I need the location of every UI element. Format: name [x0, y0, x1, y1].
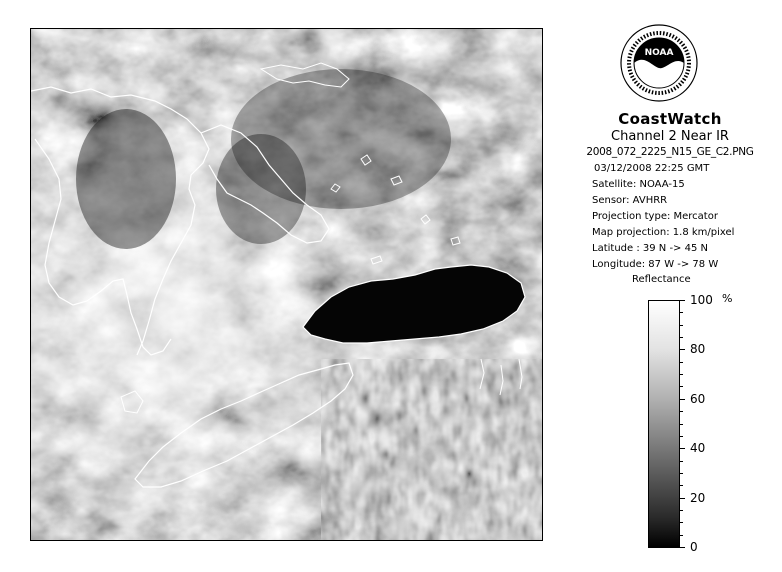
- colorbar-tick-label: 60: [690, 391, 706, 406]
- colorbar-tick: [679, 399, 685, 400]
- colorbar-minor-tick: [679, 374, 683, 375]
- colorbar-minor-tick: [679, 436, 683, 437]
- colorbar-minor-tick: [679, 473, 683, 474]
- colorbar-tick: [679, 300, 685, 301]
- product-title: CoastWatch: [618, 110, 722, 128]
- cloud-streaks: [321, 359, 543, 541]
- colorbar-tick: [679, 349, 685, 350]
- colorbar-minor-tick: [679, 312, 683, 313]
- satellite-image: [30, 28, 543, 541]
- dark-lake-michigan-area: [76, 109, 176, 249]
- sensor-name: Sensor: AVHRR: [592, 195, 668, 206]
- product-channel: Channel 2 Near IR: [611, 129, 729, 144]
- colorbar-tick: [679, 498, 685, 499]
- map-projection: Map projection: 1.8 km/pixel: [592, 227, 735, 238]
- colorbar-minor-tick: [679, 485, 683, 486]
- colorbar-minor-tick: [679, 362, 683, 363]
- satellite-name: Satellite: NOAA-15: [592, 179, 685, 190]
- colorbar-minor-tick: [679, 411, 683, 412]
- colorbar-minor-tick: [679, 522, 683, 523]
- colorbar-tick-label: 40: [690, 441, 706, 456]
- legend-unit: %: [722, 292, 733, 305]
- colorbar-tick-label: 100: [690, 293, 713, 307]
- colorbar-minor-tick: [679, 510, 683, 511]
- noaa-logo: [620, 24, 698, 102]
- projection-type: Projection type: Mercator: [592, 211, 718, 222]
- colorbar-minor-tick: [679, 535, 683, 536]
- acquisition-datetime: 03/12/2008 22:25 GMT: [594, 163, 710, 174]
- colorbar-minor-tick: [679, 386, 683, 387]
- colorbar-minor-tick: [679, 461, 683, 462]
- colorbar-minor-tick: [679, 325, 683, 326]
- colorbar-tick: [679, 448, 685, 449]
- colorbar-tick: [679, 547, 685, 548]
- legend-title: Reflectance: [632, 274, 691, 285]
- colorbar-tick-label: 80: [690, 342, 706, 357]
- reflectance-colorbar: [648, 300, 680, 548]
- colorbar-tick-label: 0: [690, 540, 698, 554]
- colorbar-minor-tick: [679, 337, 683, 338]
- dark-georgian-bay-area: [216, 134, 306, 244]
- longitude-range: Longitude: 87 W -> 78 W: [592, 259, 719, 270]
- colorbar-tick-label: 20: [690, 490, 706, 505]
- satellite-scene: [31, 29, 543, 541]
- noaa-logo-text: NOAA: [644, 48, 674, 58]
- product-filename: 2008_072_2225_N15_GE_C2.PNG: [586, 146, 754, 158]
- colorbar-minor-tick: [679, 424, 683, 425]
- latitude-range: Latitude : 39 N -> 45 N: [592, 243, 708, 254]
